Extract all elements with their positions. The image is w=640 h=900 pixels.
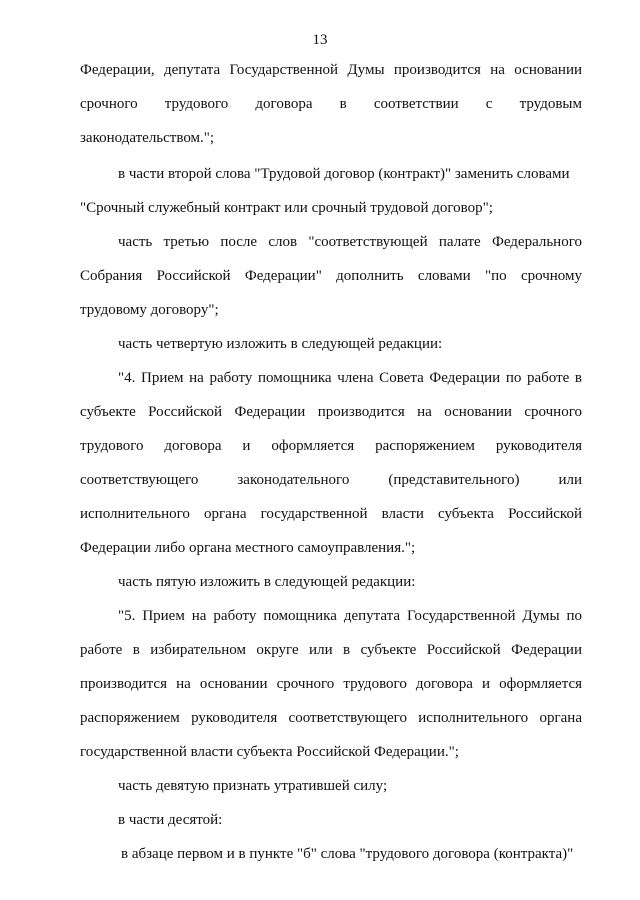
text-line: в части второй слова "Трудовой договор (контракт)" заменить словами — [118, 166, 570, 182]
text-line: часть третью после слов "соответствующей палате Федерального — [118, 234, 582, 250]
text-line: в абзаце первом и в пункте "б" слова "трудового договора (контракта)" — [121, 846, 574, 862]
text-line: часть четвертую изложить в следующей редакции: — [118, 336, 443, 352]
text-line: часть девятую признать утратившей силу; — [118, 778, 388, 794]
text-line: законодательством."; — [80, 130, 215, 146]
text-line: трудового договора и оформляется распоряжением руководителя — [80, 438, 582, 454]
text-line: "4. Прием на работу помощника члена Совета Федерации по работе в — [118, 370, 582, 386]
text-line: соответствующего законодательного (представительного) или — [80, 472, 582, 488]
text-line: срочного трудового договора в соответствии с трудовым — [80, 96, 582, 112]
text-line: "Срочный служебный контракт или срочный трудовой договор"; — [80, 200, 493, 216]
text-line: в части десятой: — [118, 812, 223, 828]
text-line: государственной власти субъекта Российской Федерации."; — [80, 744, 459, 760]
text-line: Федерации, депутата Государственной Думы производится на основании — [80, 62, 582, 78]
text-line: трудовому договору"; — [80, 302, 219, 318]
text-line: часть пятую изложить в следующей редакции: — [118, 574, 416, 590]
text-line: исполнительного органа государственной власти субъекта Российской — [80, 506, 582, 522]
text-line: Федерации либо органа местного самоуправления."; — [80, 540, 416, 556]
text-line: Собрания Российской Федерации" дополнить словами "по срочному — [80, 268, 582, 284]
text-line: производится на основании срочного трудового договора и оформляется — [80, 676, 582, 692]
text-line: "5. Прием на работу помощника депутата Государственной Думы по — [118, 608, 582, 624]
text-line: работе в избирательном округе или в субъекте Российской Федерации — [80, 642, 582, 658]
page-number: 13 — [312, 32, 328, 48]
text-line: распоряжением руководителя соответствующего исполнительного органа — [80, 710, 582, 726]
text-line: субъекте Российской Федерации производится на основании срочного — [80, 404, 582, 420]
